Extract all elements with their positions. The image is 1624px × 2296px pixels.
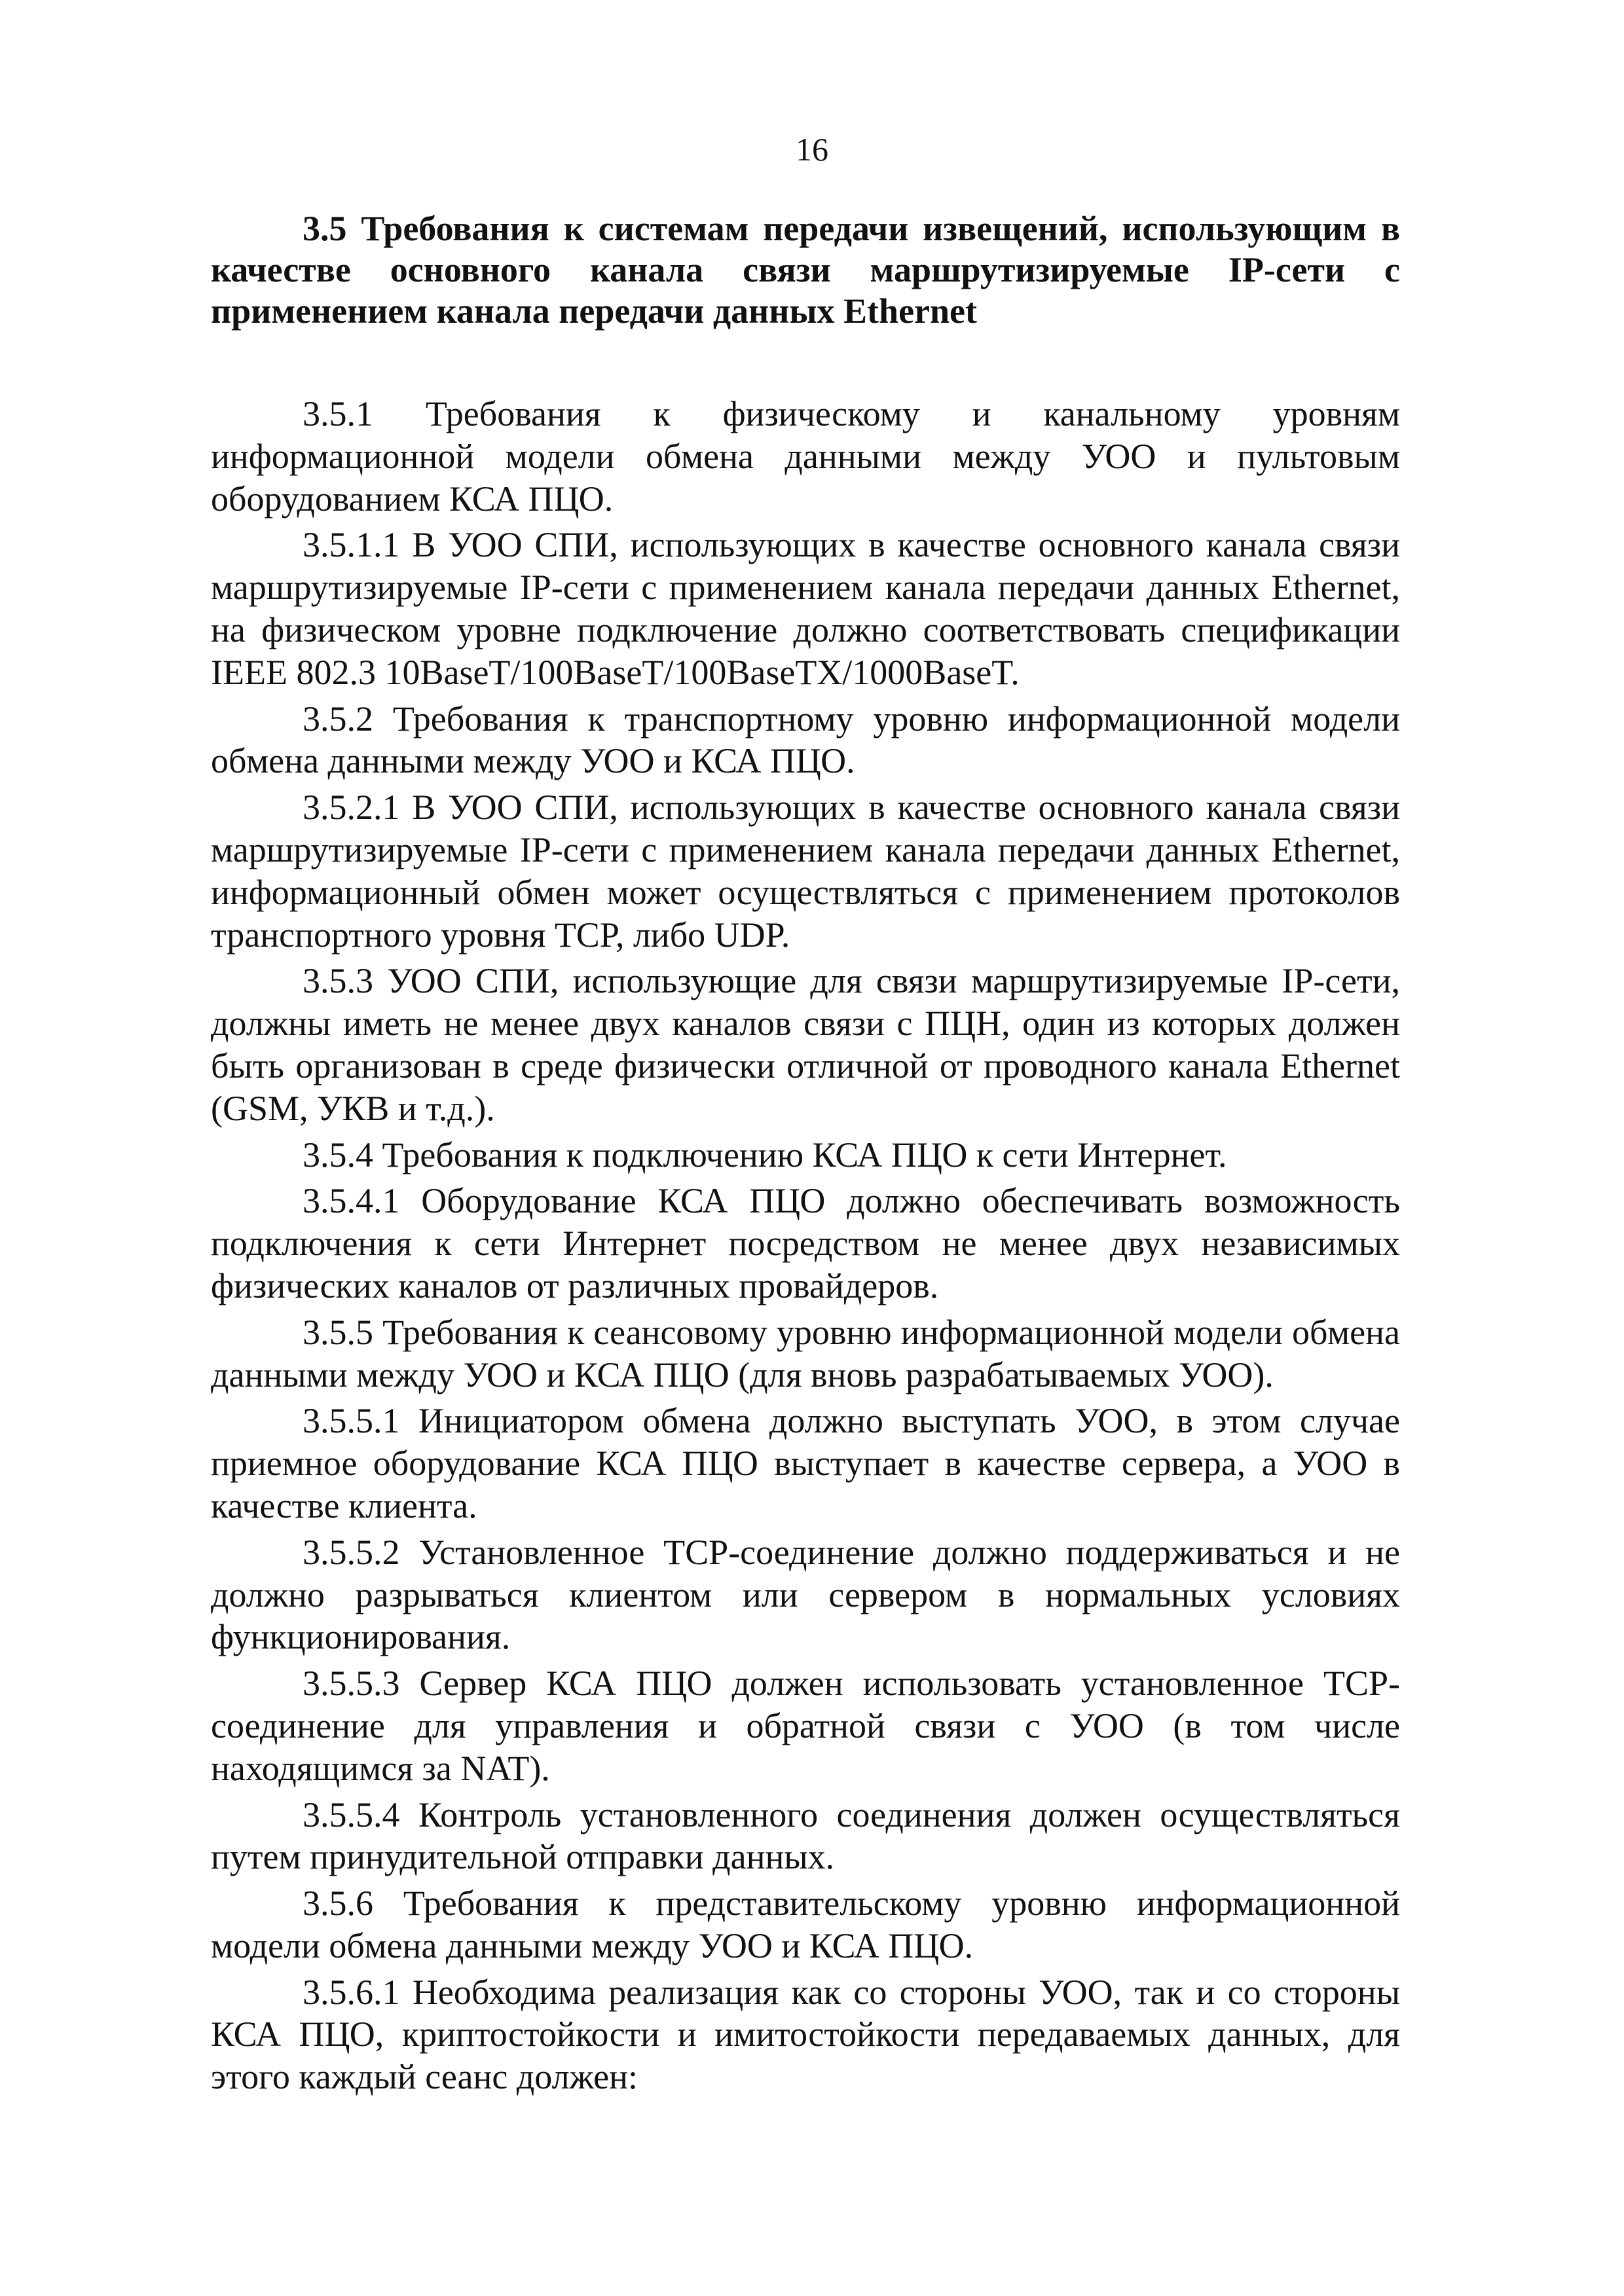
document-body: [211, 208, 1400, 2102]
paragraph-3-5-5-2: 3.5.5.2 Установленное TCP-соединение должно поддерживаться и не должно разрываться клиентом или сервером в нормальных условиях функционирования.: [211, 1532, 1400, 1657]
paragraph-3-5-4-1: 3.5.4.1 Оборудование КСА ПЦО должно обеспечивать возможность подключения к сети Интернет посредством не менее двух независимых физических каналов от различных провайдеров.: [211, 1181, 1400, 1305]
page-number: 16: [796, 131, 828, 168]
paragraph-3-5-5-3: 3.5.5.3 Сервер КСА ПЦО должен использовать установленное TCP-соединение для управления и обратной связи с УОО (в том числе находящимся за NAT).: [211, 1664, 1400, 1788]
paragraph-3-5-4: 3.5.4 Требования к подключению КСА ПЦО к сети Интернет.: [303, 1135, 1227, 1175]
paragraph-3-5-5-4: 3.5.5.4 Контроль установленного соединения должен осуществляться путем принудительной отправки данных.: [211, 1795, 1400, 1877]
paragraph-3-5-6-1: 3.5.6.1 Необходима реализация как со стороны УОО, так и со стороны КСА ПЦО, криптостойкости и имитостойкости передаваемых данных, для этого каждый сеанс должен:: [211, 1972, 1400, 2097]
paragraph-3-5-5-1: 3.5.5.1 Инициатором обмена должно выступать УОО, в этом случае приемное оборудование КСА ПЦО выступает в качестве сервера, а УОО в качестве клиента.: [211, 1401, 1400, 1525]
paragraph-3-5-2: 3.5.2 Требования к транспортному уровню информационной модели обмена данными между УОО и КСА ПЦО.: [211, 699, 1400, 781]
paragraph-3-5-3: 3.5.3 УОО СПИ, использующие для связи маршрутизируемые IP-сети, должны иметь не менее двух каналов связи с ПЦН, один из которых должен быть организован в среде физически отличной от проводного канала Ethernet (GSM, УКВ и т.д.).: [211, 961, 1400, 1128]
paragraph-3-5-6: 3.5.6 Требования к представительскому уровню информационной модели обмена данными между УОО и КСА ПЦО.: [211, 1884, 1400, 1965]
paragraph-3-5-5: 3.5.5 Требования к сеансовому уровню информационной модели обмена данными между УОО и КСА ПЦО (для вновь разрабатываемых УОО).: [211, 1312, 1400, 1394]
paragraph-3-5-1: 3.5.1 Требования к физическому и канальному уровням информационной модели обмена данными между УОО и пультовым оборудованием КСА ПЦО.: [211, 394, 1400, 519]
paragraph-3-5-2-1: 3.5.2.1 В УОО СПИ, использующих в качестве основного канала связи маршрутизируемые IP-сети с применением канала передачи данных Ethernet, информационный обмен может осуществляться с применением протоколов транспортного уровня TCP, либо UDP.: [211, 788, 1400, 955]
section-heading: 3.5 Требования к системам передачи извещений, использующим в качестве основного канала связи маршрутизируемые IP-сети с применением канала передачи данных Ethernet: [211, 209, 1400, 331]
paragraph-3-5-1-1: 3.5.1.1 В УОО СПИ, использующих в качестве основного канала связи маршрутизируемые IP-сети с применением канала передачи данных Ethernet, на физическом уровне подключение должно соответствовать спецификации IEEE 802.3 10BaseT/100BaseT/100BaseTX/1000BaseT.: [211, 525, 1400, 692]
